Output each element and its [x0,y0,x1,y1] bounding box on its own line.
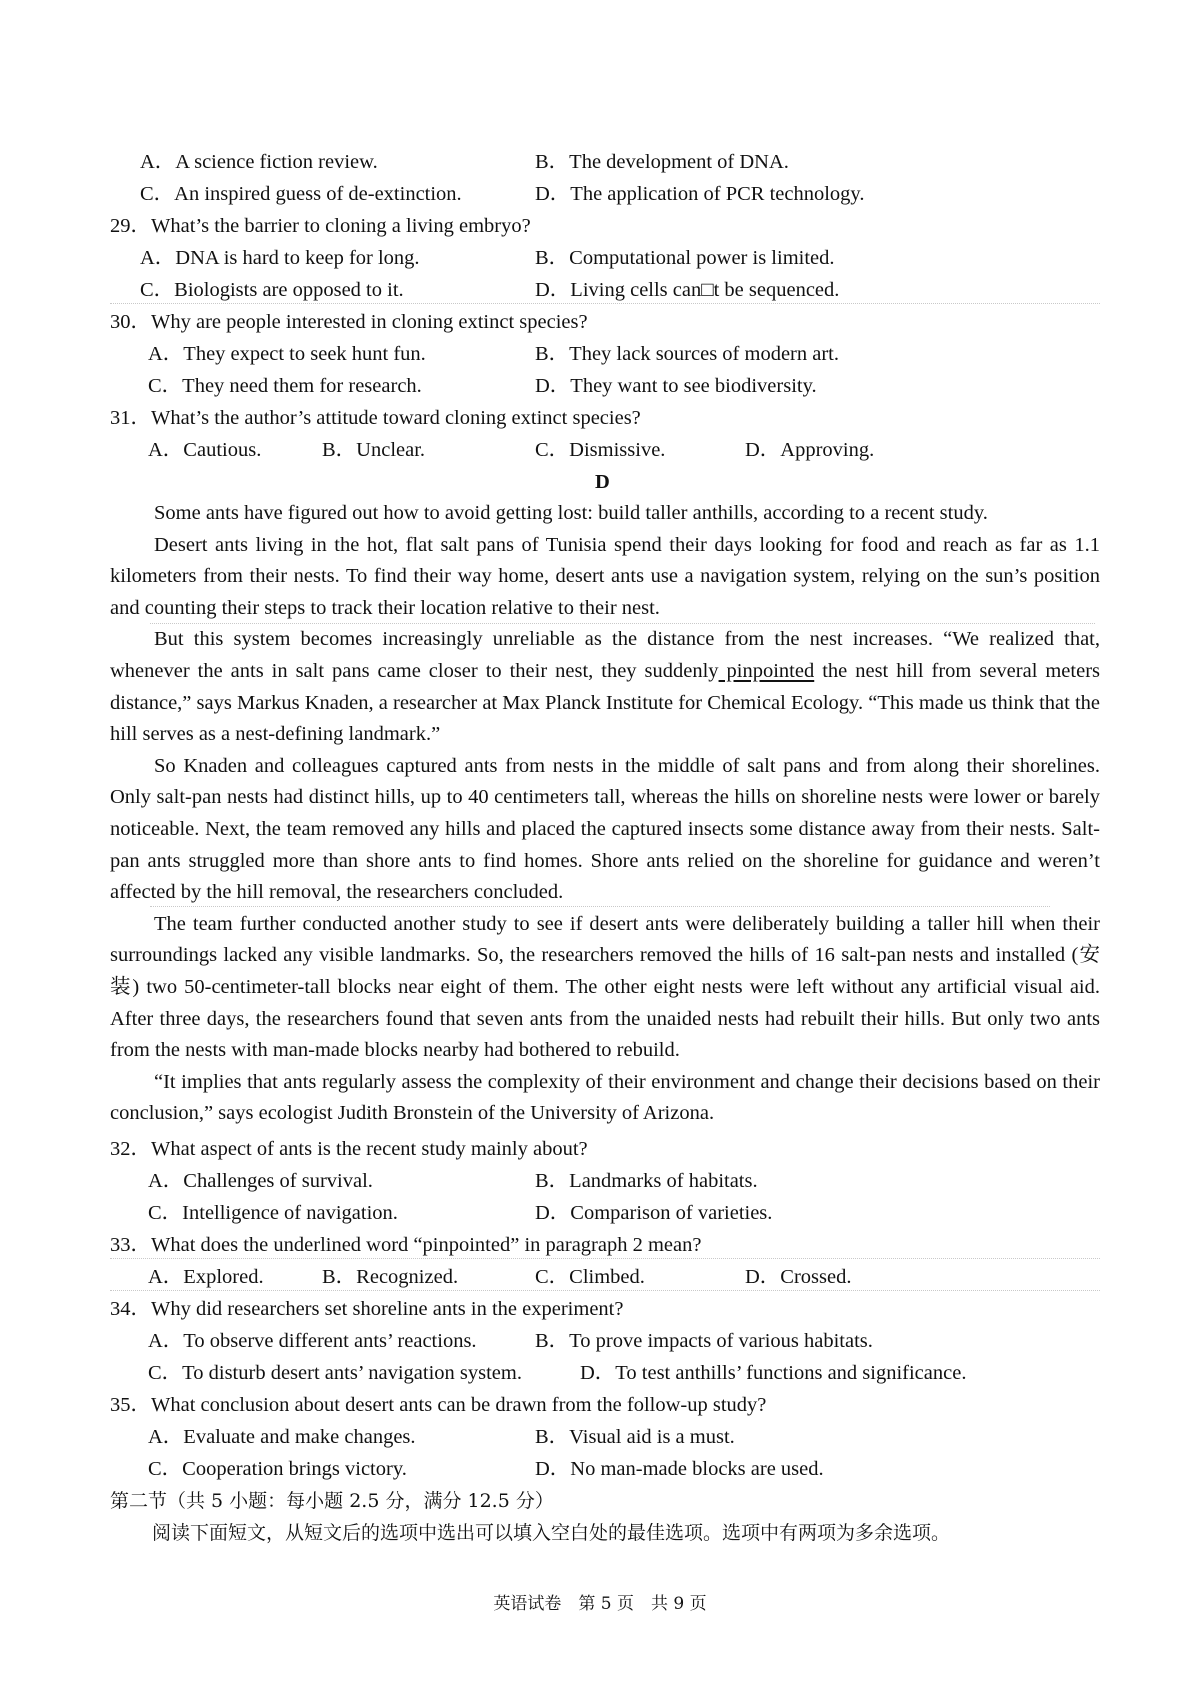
q35-option-a: A．Evaluate and make changes. [148,1426,416,1448]
q34-option-b: B．To prove impacts of various habitats. [535,1330,873,1352]
q33-stem: 33．What does the underlined word “pinpointed” in paragraph 2 mean? [110,1234,702,1256]
q31-stem: 31．What’s the author’s attitude toward cloning extinct species? [110,407,641,429]
q35-stem: 35．What conclusion about desert ants can be drawn from the follow-up study? [110,1394,767,1416]
q32-option-d: D．Comparison of varieties. [535,1202,773,1224]
dotted-rule [110,303,1100,304]
q34-option-c: C．To disturb desert ants’ navigation system. [148,1362,522,1384]
q31-option-a: A．Cautious. [148,439,262,461]
q28-option-c: C．An inspired guess of de-extinction. [140,183,462,205]
q29-stem: 29．What’s the barrier to cloning a living embryo? [110,215,531,237]
q29-option-a: A．DNA is hard to keep for long. [140,247,420,269]
q29-option-d: D．Living cells can□t be sequenced. [535,279,840,301]
passage-paragraph-1: Some ants have figured out how to avoid getting lost: build taller anthills, according to a recent study. [154,502,988,524]
paragraph-3-text-before: But this system becomes increasingly unreliable as the distance from the nest increases. “We realized that, whenever the ants in salt pans came closer to their nest, they suddenly [110,628,1100,682]
q32-option-c: C．Intelligence of navigation. [148,1202,398,1224]
underlined-word-pinpointed: pinpointed [718,659,815,682]
dotted-rule [150,623,1095,624]
passage-heading: D [595,471,610,493]
q31-option-d: D．Approving. [745,439,875,461]
q30-stem: 30．Why are people interested in cloning extinct species? [110,311,588,333]
q31-option-b: B．Unclear. [322,439,426,461]
dotted-rule [150,906,1050,907]
paragraph-3-text-after: the nest hill from several meters distance,” says Markus Knaden, a researcher at Max Planck Institute for Chemical Ecology. “This made us think that the hill serves as a nest-defining landmark.” [110,659,1101,746]
q34-stem: 34．Why did researchers set shoreline ants in the experiment? [110,1298,624,1320]
q35-option-b: B．Visual aid is a must. [535,1426,735,1448]
q28-option-a: A．A science fiction review. [140,151,378,173]
q34-option-d: D．To test anthills’ functions and significance. [580,1362,967,1384]
q30-option-d: D．They want to see biodiversity. [535,375,817,397]
q28-option-b: B．The development of DNA. [535,151,789,173]
q35-option-d: D．No man-made blocks are used. [535,1458,824,1480]
q33-option-a: A．Explored. [148,1266,264,1288]
q33-option-c: C．Climbed. [535,1266,645,1288]
dotted-rule [110,1290,1100,1291]
q30-option-b: B．They lack sources of modern art. [535,343,839,365]
q30-option-a: A．They expect to seek hunt fun. [148,343,426,365]
q29-option-c: C．Biologists are opposed to it. [140,279,404,301]
q30-option-c: C．They need them for research. [148,375,422,397]
section-2-instruction: 阅读下面短文，从短文后的选项中选出可以填入空白处的最佳选项。选项中有两项为多余选项。 [152,1522,951,1544]
q32-stem: 32．What aspect of ants is the recent study mainly about? [110,1138,588,1160]
q32-option-b: B．Landmarks of habitats. [535,1170,758,1192]
q29-option-b: B．Computational power is limited. [535,247,835,269]
passage-paragraph-2: Desert ants living in the hot, flat salt pans of Tunisia spend their days looking for food and reach as far as 1.1 kilometers from their nests. To find their way home, desert ants use a navigation system, relying on the sun’s position and counting their steps to track their location relative to their nest. [110,533,1100,619]
q32-option-a: A．Challenges of survival. [148,1170,373,1192]
q33-option-b: B．Recognized. [322,1266,459,1288]
passage-paragraph-6: “It implies that ants regularly assess the complexity of their environment and change their decisions based on their conclusion,” says ecologist Judith Bronstein of the University of Arizona. [110,1070,1100,1125]
passage-paragraph-3 [110,624,1100,750]
dotted-rule [110,1258,1100,1259]
page-footer: 英语试卷 第 5 页 共 9 页 [493,1594,707,1614]
q31-option-c: C．Dismissive. [535,439,666,461]
q34-option-a: A．To observe different ants’ reactions. [148,1330,477,1352]
passage-d-body [110,498,1100,1130]
section-2-title: 第二节（共 5 小题：每小题 2.5 分，满分 12.5 分） [110,1490,554,1512]
passage-paragraph-5: The team further conducted another study to see if desert ants were deliberately building a taller hill when their surroundings lacked any visible landmarks. So, the researchers removed the hills of 16 salt-pan nests and installed (安装) two 50-centimeter-tall blocks near eight of them. The other eight nests were left without any artificial visual aid. After three days, the researchers found that seven ants from the unaided nests had rebuilt their hills. But only two ants from the nests with man-made blocks nearby had bothered to rebuild. [110,912,1100,1062]
q33-option-d: D．Crossed. [745,1266,852,1288]
q28-option-d: D．The application of PCR technology. [535,183,865,205]
passage-paragraph-4: So Knaden and colleagues captured ants from nests in the middle of salt pans and from along their shorelines. Only salt-pan nests had distinct hills, up to 40 centimeters tall, whereas the hills on shoreline nests were lower or barely noticeable. Next, the team removed any hills and placed the captured insects some distance away from their nests. Salt-pan ants struggled more than shore ants to find homes. Shore ants relied on the shoreline for guidance and weren’t affected by the hill removal, the researchers concluded. [110,754,1100,904]
q35-option-c: C．Cooperation brings victory. [148,1458,407,1480]
